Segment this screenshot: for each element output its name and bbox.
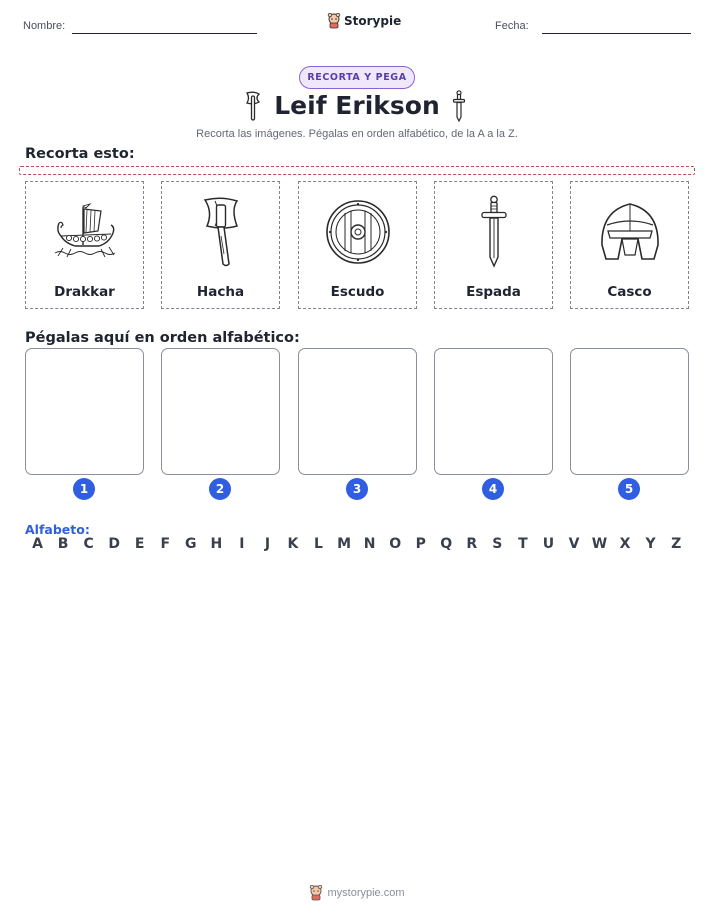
alphabet-row xyxy=(25,536,689,552)
alphabet-letter: H xyxy=(210,536,223,552)
cut-heading: Recorta esto: xyxy=(25,146,135,162)
paste-slot-5[interactable] xyxy=(570,348,689,475)
paste-heading: Pégalas aquí en orden alfabético: xyxy=(25,330,300,346)
storypie-mascot-icon xyxy=(327,13,341,29)
alphabet-letter: T xyxy=(518,536,528,552)
brand-name: Storypie xyxy=(344,14,402,28)
alphabet-letter: U xyxy=(542,536,555,552)
alphabet-letter: Q xyxy=(440,536,453,552)
storypie-mascot-icon xyxy=(309,885,323,901)
instructions: Recorta las imágenes. Pégalas en orden alfabético, de la A a la Z. xyxy=(196,128,518,140)
alphabet-letter: L xyxy=(314,536,323,552)
cut-dashed-line xyxy=(19,166,695,175)
paste-slot-4[interactable] xyxy=(434,348,553,475)
alphabet-letter: Z xyxy=(671,536,682,552)
name-label: Nombre: xyxy=(23,20,66,32)
alphabet-letter: W xyxy=(591,536,608,552)
alphabet-letter: D xyxy=(108,536,120,552)
alphabet-letter: K xyxy=(287,536,299,552)
cut-card-hacha[interactable] xyxy=(161,181,280,309)
viking-ship-icon xyxy=(53,201,117,263)
sword-icon xyxy=(479,195,509,269)
slot-number-badge: 2 xyxy=(209,478,231,500)
paste-slot-3[interactable] xyxy=(298,348,417,475)
date-label: Fecha: xyxy=(495,20,529,32)
slot-number-badge: 5 xyxy=(618,478,640,500)
shield-icon xyxy=(325,199,391,265)
activity-tag: RECORTA Y PEGA xyxy=(299,66,415,89)
cut-card-casco[interactable] xyxy=(570,181,689,309)
footer-url[interactable]: mystorypie.com xyxy=(327,887,405,899)
card-label: Espada xyxy=(466,284,521,300)
card-label: Casco xyxy=(607,284,652,300)
paste-slot-1[interactable] xyxy=(25,348,144,475)
date-field[interactable] xyxy=(542,33,691,34)
alphabet-letter: C xyxy=(83,536,94,552)
alphabet-letter: S xyxy=(492,536,503,552)
slot-number-badge: 4 xyxy=(482,478,504,500)
card-label: Hacha xyxy=(196,284,245,300)
cut-card-drakkar[interactable] xyxy=(25,181,144,309)
sword-icon xyxy=(451,90,467,122)
alphabet-letter: G xyxy=(185,536,197,552)
alphabet-letter: X xyxy=(619,536,631,552)
alphabet-letter: R xyxy=(466,536,478,552)
alphabet-letter: P xyxy=(415,536,426,552)
alphabet-letter: F xyxy=(160,536,171,552)
alphabet-letter: M xyxy=(337,536,352,552)
cut-card-espada[interactable] xyxy=(434,181,553,309)
axe-icon xyxy=(199,196,243,268)
paste-slot-2[interactable] xyxy=(161,348,280,475)
helmet-icon xyxy=(598,199,662,265)
alphabet-letter: A xyxy=(32,536,43,552)
alphabet-letter: J xyxy=(264,536,271,552)
name-field[interactable] xyxy=(72,33,257,34)
alphabet-letter: O xyxy=(389,536,402,552)
alphabet-letter: Y xyxy=(645,536,656,552)
card-label: Drakkar xyxy=(54,284,115,300)
alphabet-letter: I xyxy=(239,536,245,552)
slot-number-badge: 3 xyxy=(346,478,368,500)
page-title: Leif Erikson xyxy=(274,91,440,120)
alphabet-letter: V xyxy=(568,536,580,552)
alphabet-letter: N xyxy=(363,536,376,552)
alphabet-letter: E xyxy=(134,536,145,552)
footer xyxy=(0,885,714,901)
slot-number-badge: 1 xyxy=(73,478,95,500)
alphabet-letter: B xyxy=(57,536,69,552)
cut-card-escudo[interactable] xyxy=(298,181,417,309)
alphabet-title: Alfabeto: xyxy=(25,522,90,537)
brand-logo xyxy=(327,13,401,29)
card-label: Escudo xyxy=(330,284,385,300)
